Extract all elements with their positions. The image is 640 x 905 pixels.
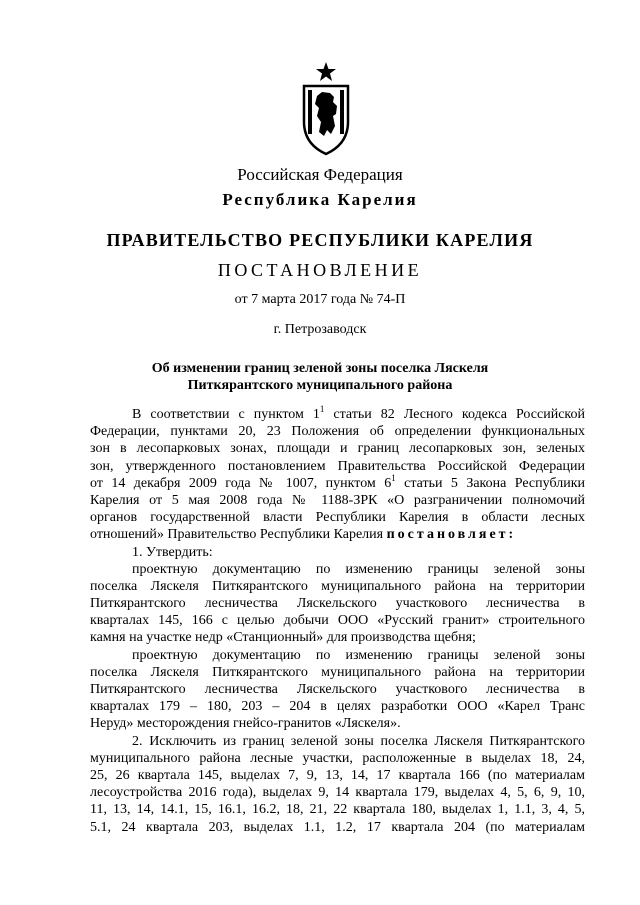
federation-heading: Российская Федерация <box>237 165 403 184</box>
body-line: Федерации, пунктами 20, 23 Положения об определении функциональных <box>90 424 585 440</box>
body-line: проектную документацию по изменению границы зеленой зоны <box>132 647 585 663</box>
body-line: кварталах 145, 166 с целью добычи ООО «Русский гранит» строительного <box>90 613 585 629</box>
body-line: поселка Ляскеля Питкярантского муниципального района на территории <box>90 664 585 680</box>
body-line: зон, утвержденного постановлением Правительства Российской Федерации <box>90 458 585 474</box>
body-line: зон в лесопарковых зонах, площади и границ лесопарковых зон, зеленых <box>90 441 585 457</box>
government-heading: ПРАВИТЕЛЬСТВО РЕСПУБЛИКИ КАРЕЛИЯ <box>106 230 534 250</box>
body-line: муниципального района лесные участки, расположенные в выделах 18, 24, <box>90 750 585 766</box>
body-line: Неруд» месторождения гнейсо-гранитов «Ляскеля». <box>90 716 401 732</box>
title-line: Об изменении границ зеленой зоны поселка Ляскеля <box>151 361 489 376</box>
resolution-verb: постановляет: <box>386 527 517 543</box>
body-line: Питкярантского лесничества Ляскельского участкового лесничества в <box>90 596 585 612</box>
body-line: лесоустройства 2016 года), выделах 9, 14 квартала 179, выделах 4, 5, 6, 9, 10, <box>90 785 585 801</box>
date-line: от 7 марта 2017 года № 74-П <box>234 292 406 307</box>
body-line: проектную документацию по изменению границы зеленой зоны <box>132 561 585 577</box>
body-line: отношений» Правительство Республики Карелия постановляет: <box>90 527 517 543</box>
body-line: 5.1, 24 квартала 203, выделах 1.1, 1.2, 17 квартала 204 (по материалам <box>90 819 585 835</box>
city-line: г. Петрозаводск <box>273 322 367 337</box>
body-line: Питкярантского лесничества Ляскельского участкового лесничества в <box>90 682 585 697</box>
document-title <box>0 360 640 394</box>
body-line: органов государственной власти Республики Карелия в области лесных <box>90 510 585 526</box>
coat-of-arms-of-karelia-icon <box>300 60 352 156</box>
body-line: кварталах 179 – 180, 203 – 204 в целях разработки ООО «Карел Транс <box>90 699 585 715</box>
republic-heading: Республика Карелия <box>222 190 418 209</box>
title-line: Питкярантского муниципального района <box>187 378 453 393</box>
body-line: камня на участке недр «Станционный» для производства щебня; <box>90 630 476 646</box>
body-line: 2. Исключить из границ зеленой зоны поселка Ляскеля Питкярантского <box>132 733 585 749</box>
document-type-heading: ПОСТАНОВЛЕНИЕ <box>217 260 423 280</box>
body-line: поселка Ляскеля Питкярантского муниципального района на территории <box>90 578 585 594</box>
document-body <box>90 406 585 836</box>
body-line: от 14 декабря 2009 года № 1007, пунктом $6^1$ статьи 5 Закона Республики <box>90 472 585 491</box>
body-line: 25, 26 квартала 145, выделах 7, 9, 13, 14, 17 квартала 166 (по материалам <box>90 767 585 783</box>
body-line: 1. Утвердить: <box>132 544 213 560</box>
body-line: В соответствии с пунктом $1^1$ статьи 82 Лесного кодекса Российской <box>132 404 585 422</box>
body-line: 11, 13, 14, 14.1, 15, 16.1, 16.2, 18, 21, 22 квартала 180, выделах 1, 1.1, 3, 4, 5, <box>90 802 585 818</box>
body-line: Карелия от 5 мая 2008 года № 1188-ЗРК «О разграничении полномочий <box>90 492 585 508</box>
